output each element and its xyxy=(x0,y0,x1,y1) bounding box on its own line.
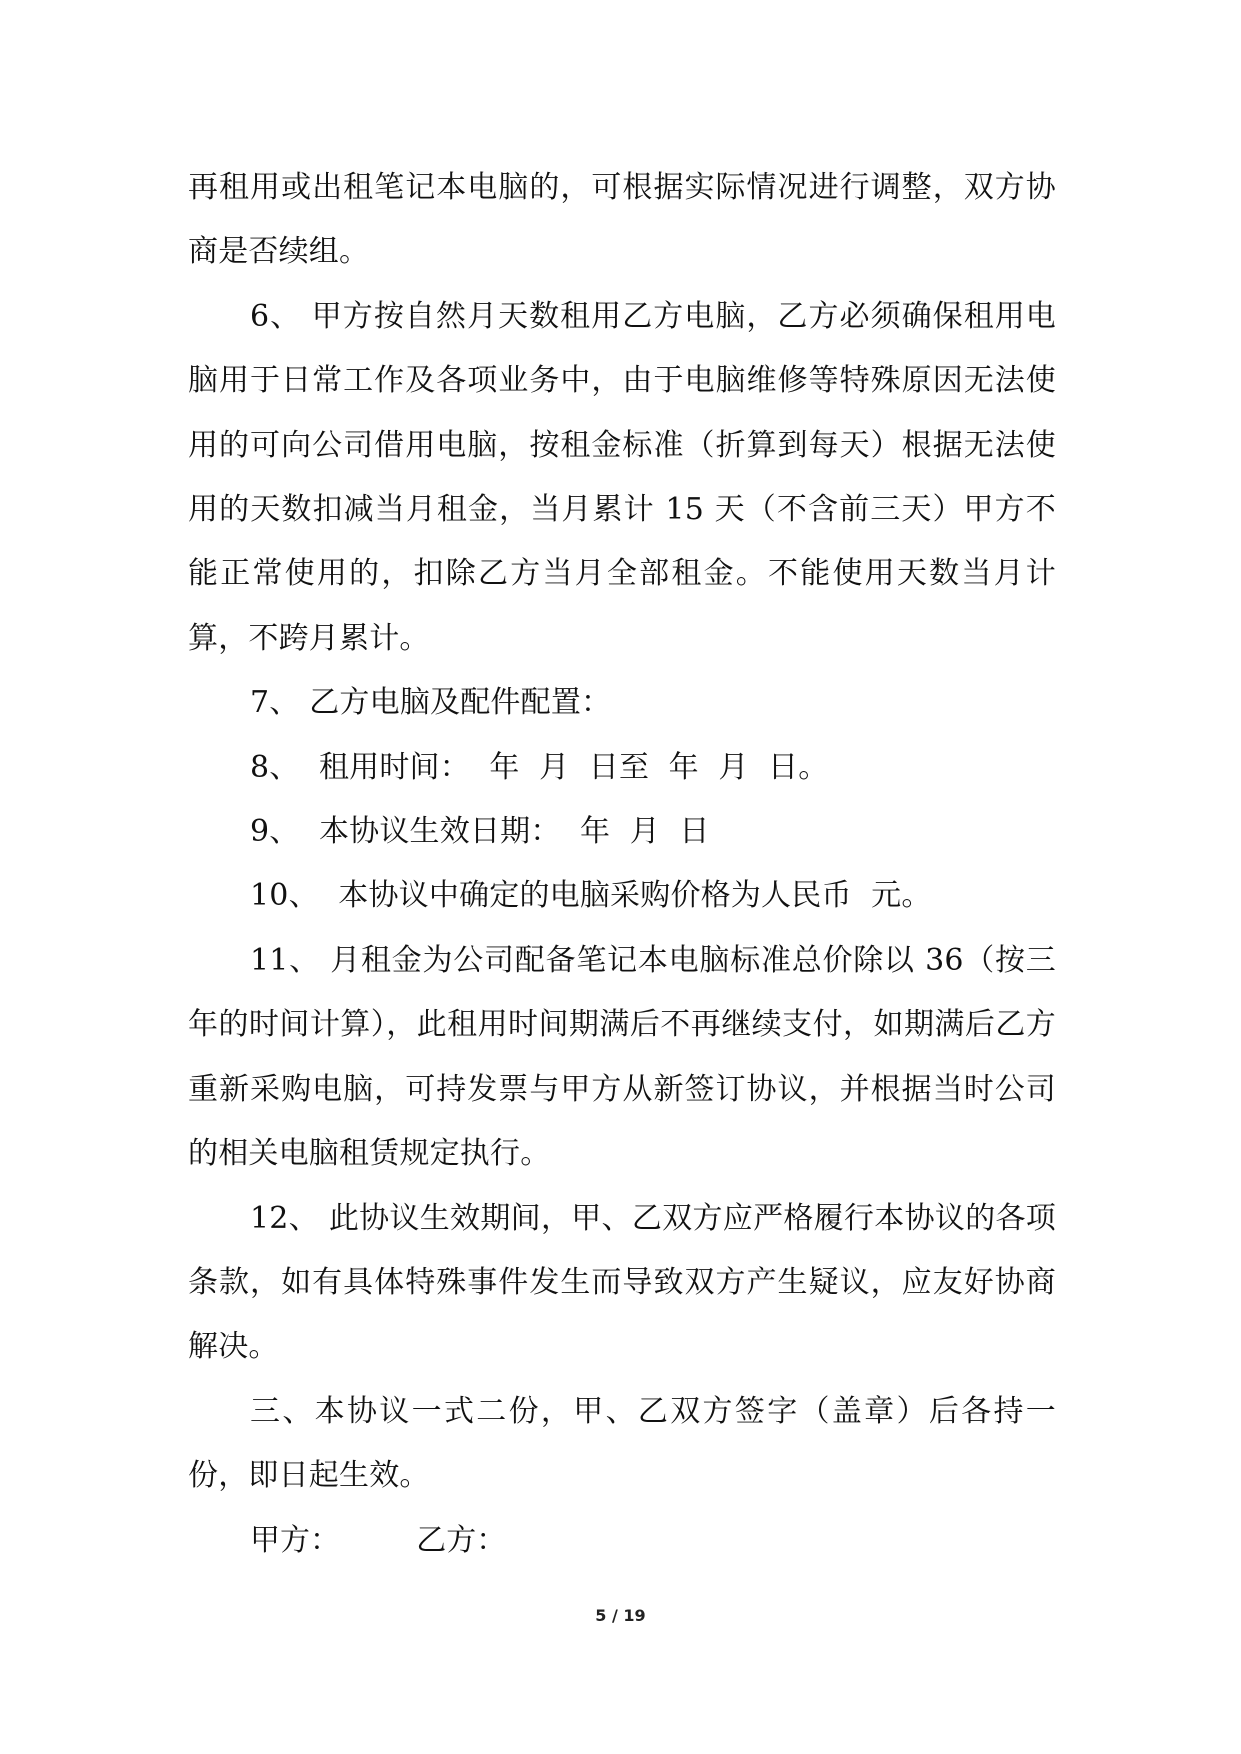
page-number: 5 / 19 xyxy=(595,1606,646,1625)
paragraph-clause-11: 11、 月租金为公司配备笔记本电脑标准总价除以 36（按三年的时间计算），此租用时间期满后不再继续支付，如期满后乙方重新采购电脑，可持发票与甲方从新签订协议，并根据当时公司的相关电脑租赁规定执行。 xyxy=(188,942,1056,1172)
paragraph-continuation: 再租用或出租笔记本电脑的，可根据实际情况进行调整，双方协商是否续组。 xyxy=(188,170,1056,270)
paragraph-clause-10: 10、 本协议中确定的电脑采购价格为人民币 元。 xyxy=(250,878,932,914)
paragraph-section-3: 三、本协议一式二份，甲、乙双方签字（盖章）后各持一份，即日起生效。 xyxy=(188,1393,1056,1494)
page-number-footer xyxy=(0,1606,1241,1625)
paragraph-clause-6: 6、 甲方按自然月天数租用乙方电脑，乙方必须确保租用电脑用于日常工作及各项业务中，由于电脑维修等特殊原因无法使用的可向公司借用电脑，按租金标准（折算到每天）根据无法使用的天数扣减当月租金，当月累计 15 天（不含前三天）甲方不能正常使用的，扣除乙方当月全部租金。不能使用天数当月计算，不跨月累计。 xyxy=(188,298,1056,656)
paragraph-clause-7: 7、 乙方电脑及配件配置： xyxy=(250,685,612,721)
paragraph-clause-12: 12、 此协议生效期间，甲、乙双方应严格履行本协议的各项条款，如有具体特殊事件发生而导致双方产生疑议，应友好协商解决。 xyxy=(188,1200,1056,1365)
signature-line xyxy=(188,1509,1056,1573)
party-b-label: 乙方： xyxy=(416,1522,507,1558)
document-body xyxy=(188,156,1056,1573)
party-a-label: 甲方： xyxy=(250,1522,340,1558)
paragraph-clause-8: 8、 租用时间： 年 月 日至 年 月 日。 xyxy=(250,749,829,785)
paragraph-clause-9: 9、 本协议生效日期： 年 月 日 xyxy=(250,814,710,850)
